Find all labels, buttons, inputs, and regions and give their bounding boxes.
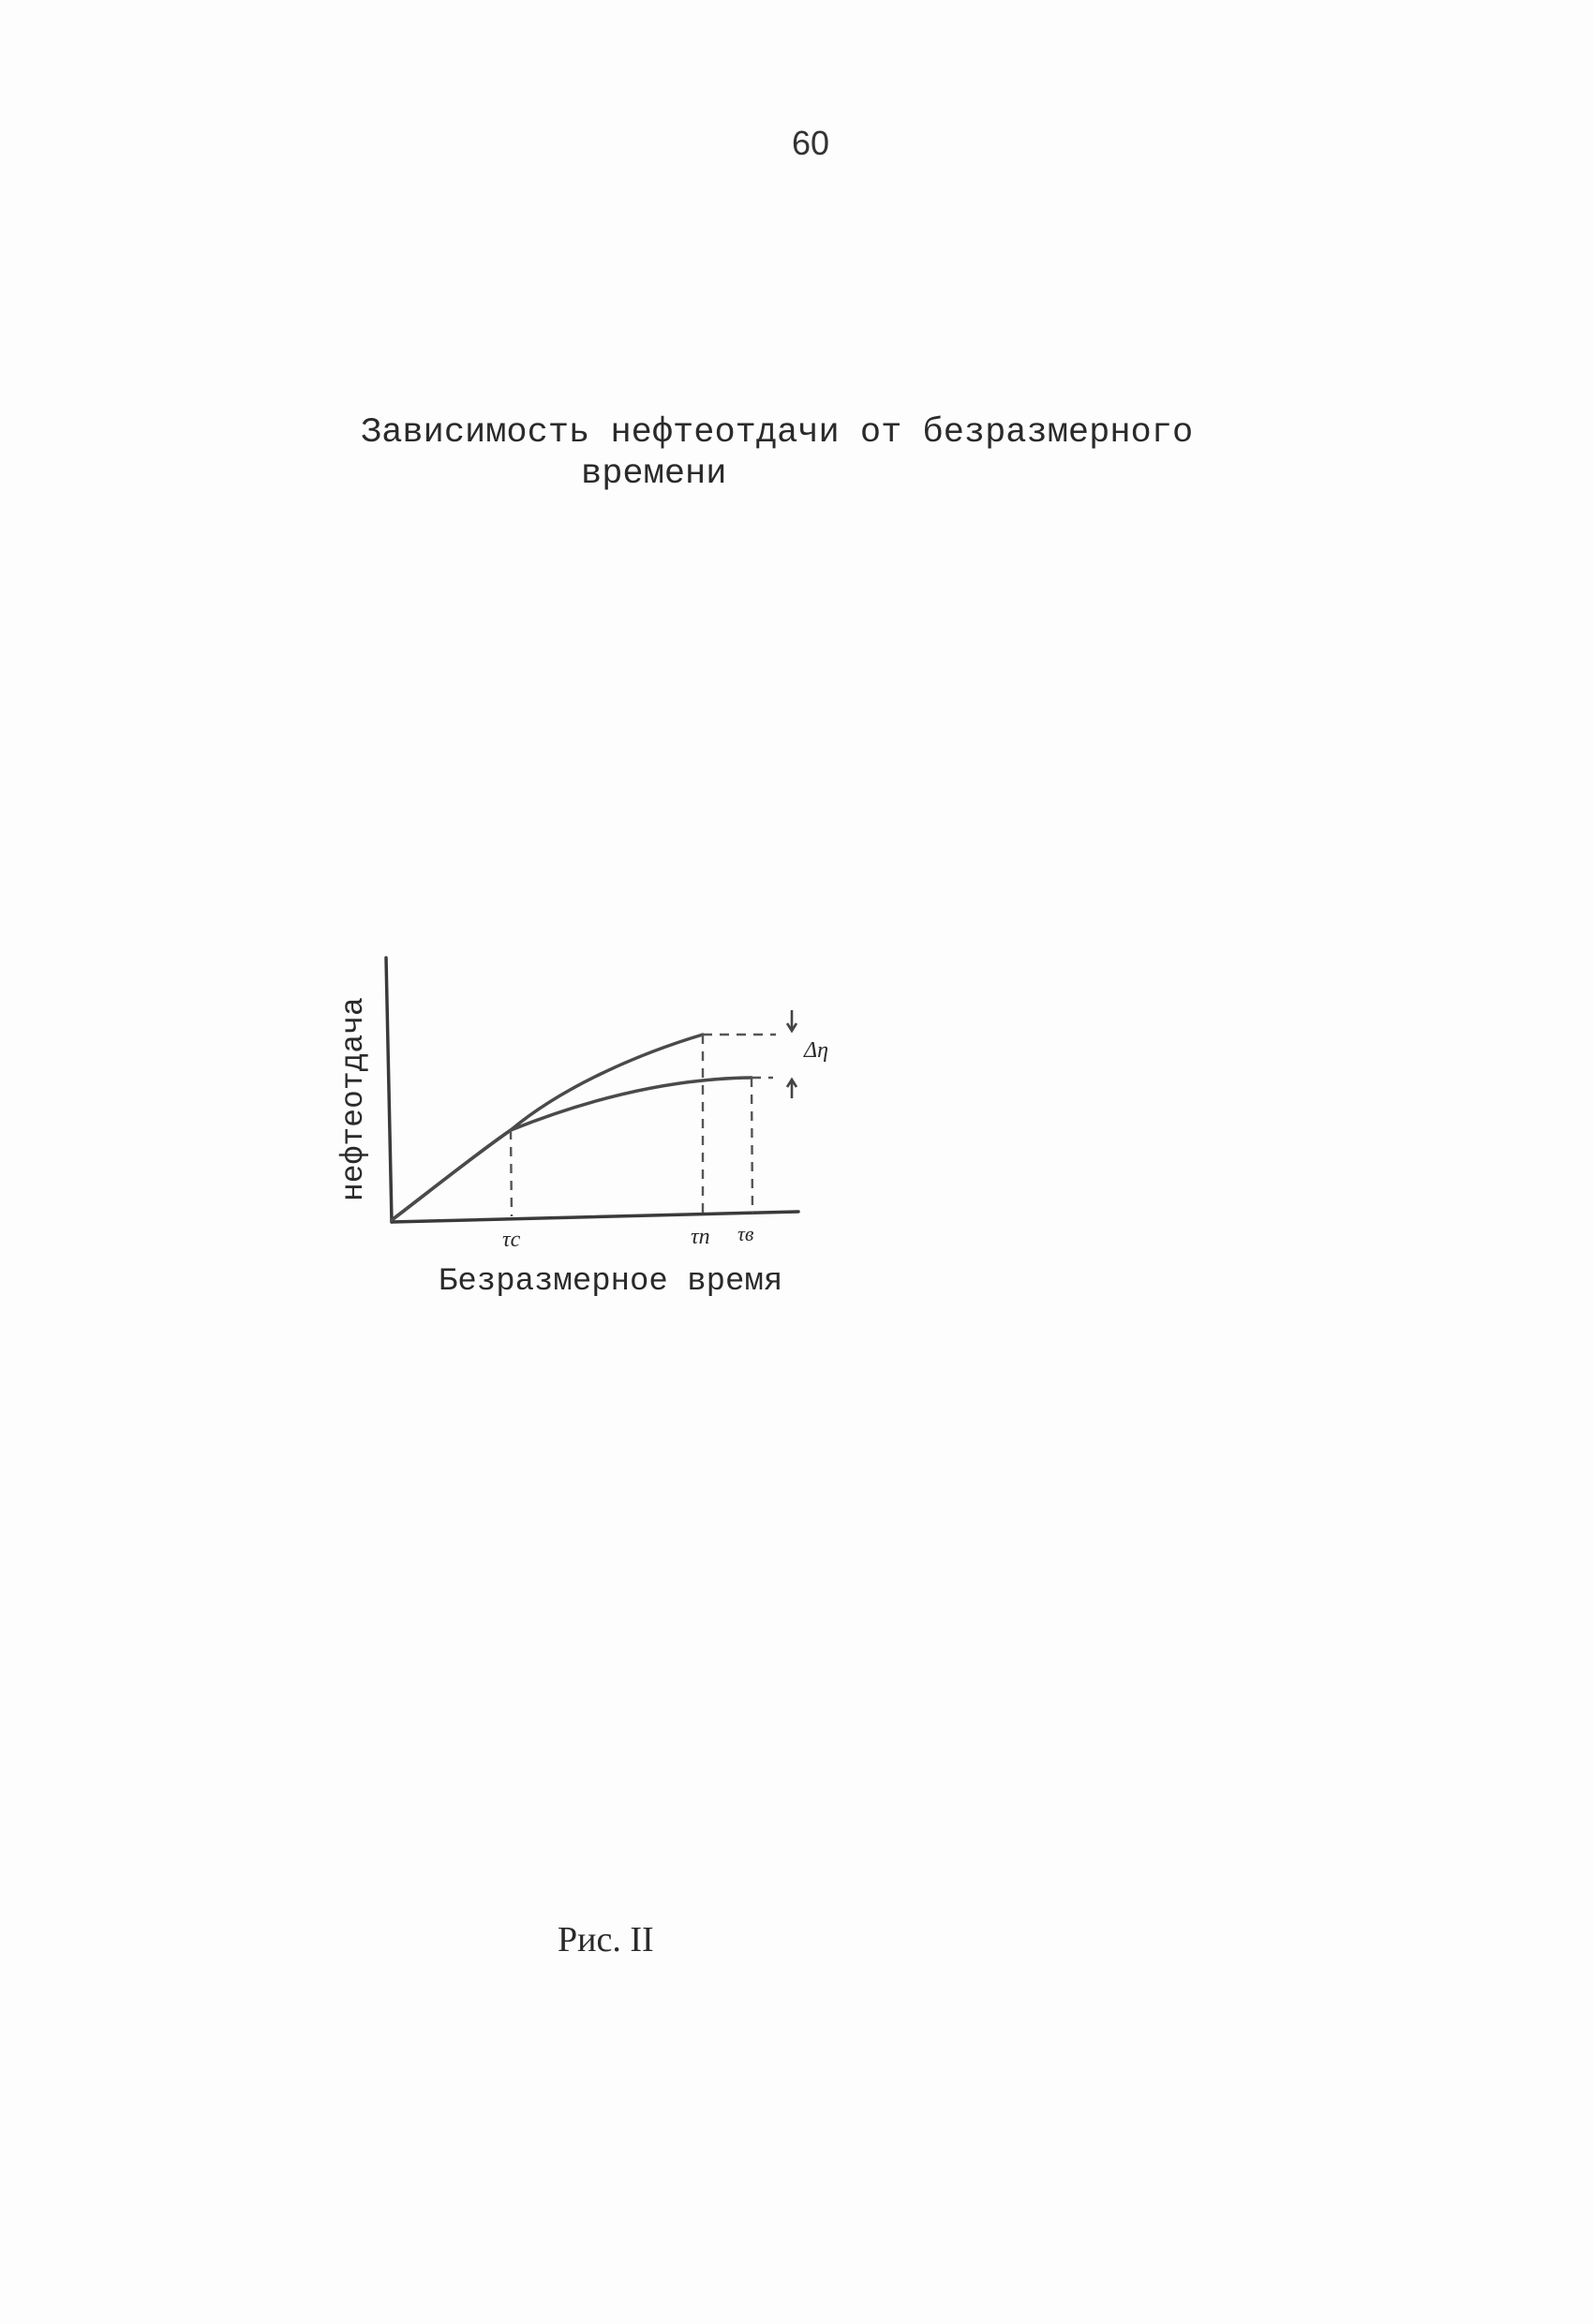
figure-title [361, 412, 1193, 495]
delta-arrow-bottom [787, 1080, 796, 1098]
tick-label-tp: τп [691, 1225, 710, 1249]
x-axis [392, 1212, 798, 1222]
recovery-curve-lower [392, 1078, 752, 1220]
delta-eta-label: Δη [804, 1038, 828, 1063]
drop-line-tc [511, 1130, 512, 1216]
figure-title-line-2: времени [581, 454, 727, 494]
recovery-curve-upper [392, 1035, 703, 1220]
oil-recovery-diagram [319, 937, 881, 1312]
x-axis-label: Безразмерное время [439, 1264, 783, 1300]
y-axis-label: нефтеотдача [336, 997, 371, 1201]
delta-arrow-top [787, 1010, 796, 1031]
figure-title-line-1: Зависимость нефтеотдачи от безразмерного [361, 413, 1194, 453]
y-axis [386, 958, 392, 1222]
tick-label-tv: τв [737, 1222, 754, 1245]
tick-label-tc: τc [502, 1228, 521, 1252]
figure-caption: Рис. II [558, 1920, 654, 1959]
page-number: 60 [791, 124, 830, 162]
